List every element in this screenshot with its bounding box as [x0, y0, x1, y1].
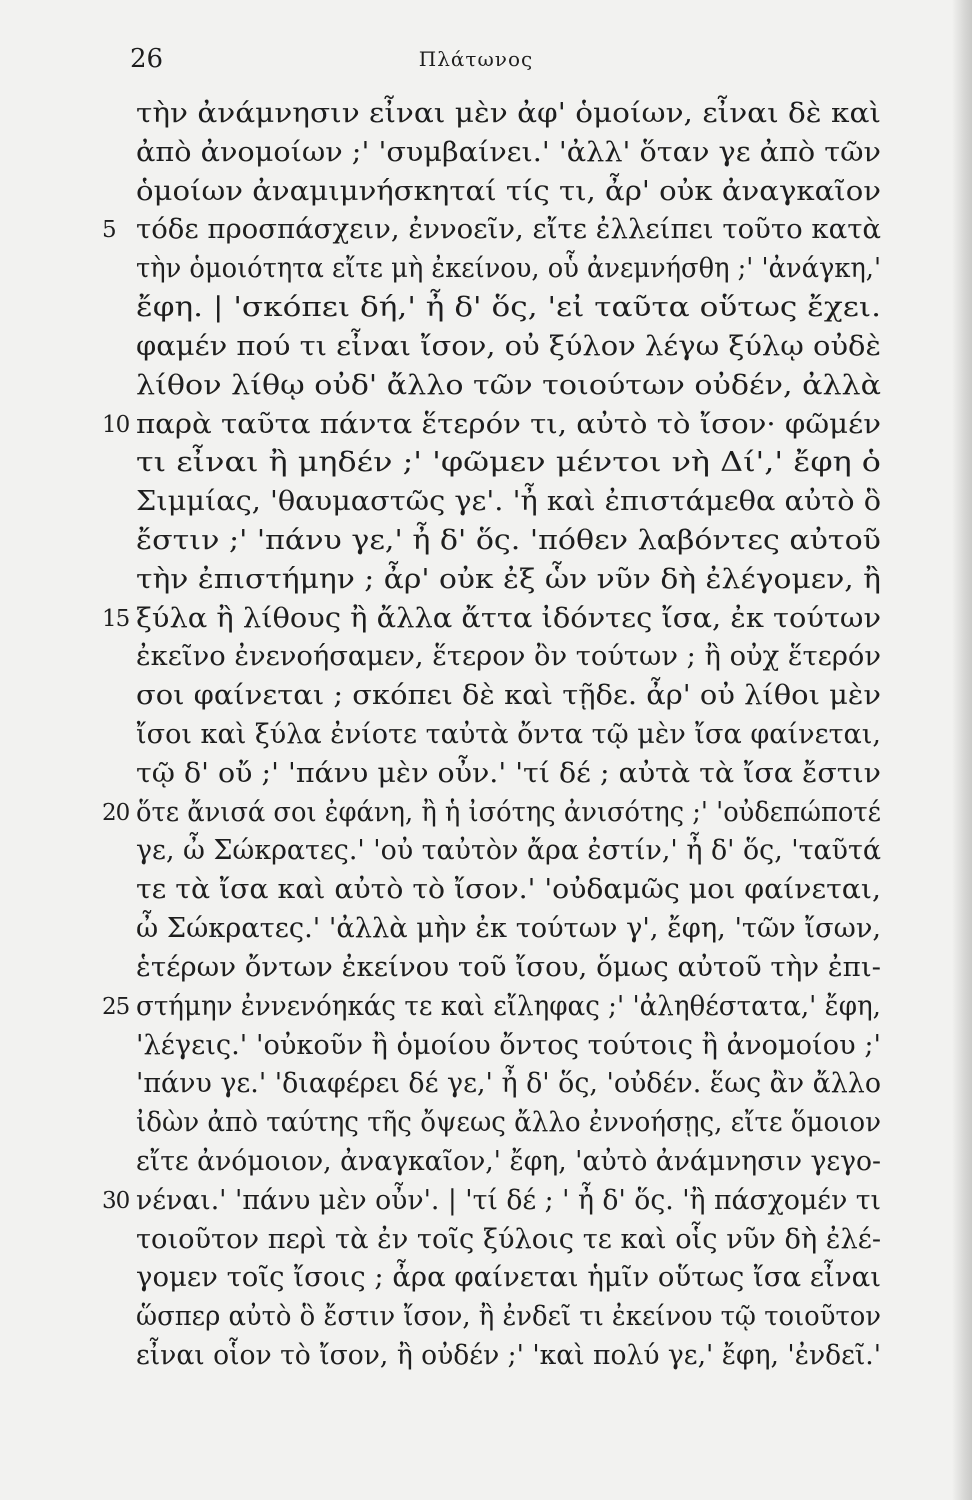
line-text: ἔστιν ;' 'πάνυ γε,' ἦ δ' ὅς. 'πόθεν λαβόντες αὐτοῦ — [136, 524, 881, 556]
running-head: Πλάτωνος — [418, 47, 534, 71]
line-text: παρὰ ταῦτα πάντα ἕτερόν τι, αὐτὸ τὸ ἴσον· φῶμέν — [136, 408, 881, 440]
line-number: 15 — [102, 605, 130, 632]
line-text: τὴν ὁμοιότητα εἴτε μὴ ἐκείνου, οὗ ἀνεμνήσθη ;' 'ἀνάγκη,' — [136, 253, 882, 285]
line-text: τὴν ἀνάμνησιν εἶναι μὲν ἀφ' ὁμοίων, εἶναι δὲ καὶ — [136, 98, 881, 129]
line-number: 30 — [102, 1187, 130, 1214]
text-line — [136, 522, 881, 561]
line-number: 25 — [102, 993, 130, 1020]
text-line — [102, 1182, 882, 1221]
line-text: εἶναι οἷον τὸ ἴσον, ἢ οὐδέν ;' 'καὶ πολύ γε,' ἔφη, 'ἐνδεῖ.' — [136, 1340, 882, 1371]
line-number: 5 — [102, 217, 116, 244]
line-text: εἴτε ἀνόμοιον, ἀναγκαῖον,' ἔφη, 'αὐτὸ ἀνάμνησιν γεγο- — [136, 1145, 881, 1177]
line-text: φαμέν πού τι εἶναι ἴσον, οὐ ξύλον λέγω ξύλῳ οὐδὲ — [136, 330, 882, 362]
text-line — [136, 134, 881, 173]
text-line — [136, 1104, 881, 1143]
text-line — [136, 561, 881, 600]
line-text: 'λέγεις.' 'οὐκοῦν ἢ ὁμοίου ὄντος τούτοις ἢ ἀνομοίου ;' — [136, 1029, 881, 1061]
line-text: ἐκεῖνο ἐνενοήσαμεν, ἕτερον ὂν τούτων ; ἢ οὐχ ἕτερόν — [136, 641, 881, 673]
line-text: ὦ Σώκρατες.' 'ἀλλὰ μὴν ἐκ τούτων γ', ἔφη, 'τῶν ἴσων, — [136, 913, 882, 945]
line-number: 20 — [102, 799, 130, 826]
line-text: ὥσπερ αὐτὸ ὃ ἔστιν ἴσον, ἢ ἐνδεῖ τι ἐκείνου τῷ τοιοῦτον — [136, 1301, 882, 1333]
page-number: 26 — [130, 44, 164, 74]
line-text: 'πάνυ γε.' 'διαφέρει δέ γε,' ἦ δ' ὅς, 'οὐδέν. ἕως ἂν ἄλλο — [136, 1068, 881, 1100]
text-line — [136, 677, 881, 716]
text-line — [136, 483, 881, 522]
line-text: ἑτέρων ὄντων ἐκείνου τοῦ ἴσου, ὅμως αὐτοῦ τὴν ἐπι- — [136, 951, 882, 983]
text-line — [136, 1259, 881, 1298]
text-line — [136, 250, 881, 289]
line-text: ἔφη. | 'σκόπει δή,' ἦ δ' ὅς, 'εἰ ταῦτα οὕτως ἔχει. — [136, 292, 882, 324]
text-line — [136, 289, 881, 328]
text-line — [136, 1337, 881, 1376]
text-line — [136, 755, 881, 794]
text-line — [102, 600, 882, 639]
line-text: γομεν τοῖς ἴσοις ; ἆρα φαίνεται ἡμῖν οὕτως ἴσα εἶναι — [136, 1262, 881, 1294]
text-line — [102, 988, 881, 1027]
text-line — [136, 716, 881, 755]
text-line — [136, 638, 881, 677]
line-text: τε τὰ ἴσα καὶ αὐτὸ τὸ ἴσον.' 'οὐδαμῶς μοι φαίνεται, — [136, 874, 881, 906]
line-text: τῷ δ' οὔ ;' 'πάνυ μὲν οὖν.' 'τί δέ ; αὐτὰ τὰ ἴσα ἔστιν — [136, 757, 881, 789]
text-line — [136, 1027, 881, 1066]
line-text: λίθον λίθῳ οὐδ' ἄλλο τῶν τοιούτων οὐδέν, ἀλλὰ — [136, 369, 882, 401]
text-line — [136, 871, 881, 910]
text-line — [136, 1065, 881, 1104]
text-line — [136, 1143, 881, 1182]
text-line — [136, 1221, 881, 1260]
text-line — [136, 328, 881, 367]
line-text: τὴν ἐπιστήμην ; ἆρ' οὐκ ἐξ ὧν νῦν δὴ ἐλέγομεν, ἢ — [136, 563, 882, 595]
text-line — [102, 406, 881, 445]
line-text: Σιμμίας, 'θαυμαστῶς γε'. 'ἦ καὶ ἐπιστάμεθα αὐτὸ ὃ — [136, 486, 882, 518]
line-text: στήμην ἐννενόηκάς τε καὶ εἴληφας ;' 'ἀληθέστατα,' ἔφη, — [136, 990, 881, 1022]
text-line — [136, 367, 881, 406]
line-text: ξύλα ἢ λίθους ἢ ἄλλα ἄττα ἰδόντες ἴσα, ἐκ τούτων — [136, 602, 882, 634]
line-text: σοι φαίνεται ; σκόπει δὲ καὶ τῇδε. ἆρ' οὐ λίθοι μὲν — [136, 680, 881, 712]
line-text: ἀπὸ ἀνομοίων ;' 'συμβαίνει.' 'ἀλλ' ὅταν γε ἀπὸ τῶν — [136, 136, 882, 168]
line-text: ὁμοίων ἀναμιμνήσκηταί τίς τι, ἆρ' οὐκ ἀναγκαῖον — [136, 175, 881, 207]
text-line — [102, 211, 882, 250]
text-line — [102, 794, 881, 833]
text-line — [136, 444, 881, 483]
page-edge-shadow — [952, 0, 972, 1500]
text-line — [136, 832, 881, 871]
line-text: τόδε προσπάσχειν, ἐννοεῖν, εἴτε ἐλλείπει τοῦτο κατὰ — [136, 214, 882, 246]
text-line — [136, 1298, 881, 1337]
line-text: ἴσοι καὶ ξύλα ἐνίοτε ταὐτὰ ὄντα τῷ μὲν ἴσα φαίνεται, — [136, 719, 882, 750]
text-line — [136, 173, 881, 212]
line-text: τοιοῦτον περὶ τὰ ἐν τοῖς ξύλοις τε καὶ οἷς νῦν δὴ ἐλέ- — [136, 1223, 882, 1255]
line-text: γε, ὦ Σώκρατες.' 'οὐ ταὐτὸν ἄρα ἐστίν,' ἦ δ' ὅς, 'ταῦτά — [136, 835, 881, 867]
line-number: 10 — [102, 411, 130, 438]
line-text: νέναι.' 'πάνυ μὲν οὖν'. | 'τί δέ ; ' ἦ δ' ὅς. 'ἢ πάσχομέν τι — [136, 1184, 882, 1216]
line-text: ἰδὼν ἀπὸ ταύτης τῆς ὄψεως ἄλλο ἐννοήσῃς, εἴτε ὅμοιον — [136, 1107, 882, 1139]
greek-text-block — [102, 95, 882, 1376]
text-line — [136, 910, 881, 949]
line-text: τι εἶναι ἢ μηδέν ;' 'φῶμεν μέντοι νὴ Δί',' ἔφη ὁ — [136, 447, 881, 479]
text-line — [136, 949, 881, 988]
line-text: ὅτε ἄνισά σοι ἐφάνη, ἢ ἡ ἰσότης ἀνισότης ;' 'οὐδεπώποτέ — [136, 796, 881, 828]
text-line — [136, 95, 881, 134]
